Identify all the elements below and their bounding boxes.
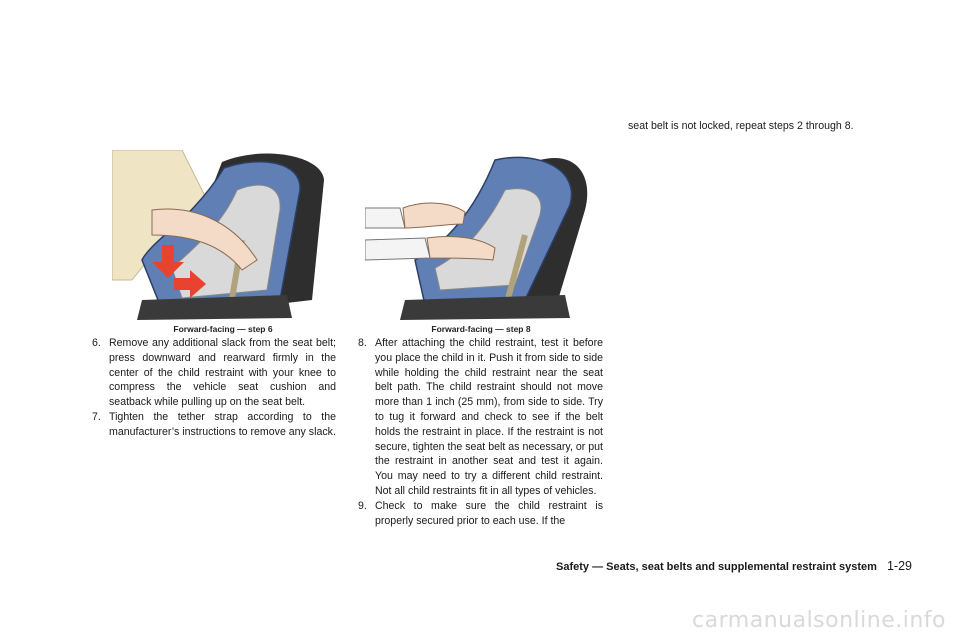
page-number: 1-29 [886,559,912,573]
middle-column [358,336,603,528]
step-9-continuation: seat belt is not locked, repeat steps 2 through 8. [628,120,854,132]
step-7 [92,410,336,440]
section-title: Safety — Seats, seat belts and supplemental restraint system [556,561,877,573]
figure-step-8 [365,150,597,322]
step-text: Tighten the tether strap according to the manufacturer’s instructions to remove any slack. [109,410,336,438]
step-text: Check to make sure the child restraint is properly secured prior to each use. If the [375,499,603,527]
step-number: 6. [92,337,101,349]
step-8 [358,336,603,499]
figure-caption: Forward-facing — step 8 [431,324,531,334]
step-text: Remove any additional slack from the seat belt; press downward and rearward firmly in the center of the child restraint with your knee to compress the vehicle seat cushion and seatback while pulling up on the seat belt. [109,337,336,409]
step-number: 9. [358,499,367,512]
step-text: After attaching the child restraint, test it before you place the child in it. Push it from side to side while holding the child restraint near the seat belt path. The child restraint should not move more than 1 inch (25 mm), from side to side. Try to tug it forward and check to see if the belt holds the restraint in place. If the restraint is not secure, tighten the seat belt as necessary, or put the restraint in another seat and test it again. You may need to try a different child restraint. Not all child restraints fit in all types of vehicles. [375,337,603,497]
right-column [628,119,872,134]
left-column [92,336,336,440]
page-footer [492,559,912,573]
figure-step-6 [112,150,334,322]
step-6 [92,336,336,410]
step-number: 8. [358,337,367,349]
step-9 [358,499,603,529]
watermark: carmanualsonline.info [692,608,946,633]
step-number: 7. [92,410,101,423]
figure-caption: Forward-facing — step 6 [173,324,273,334]
